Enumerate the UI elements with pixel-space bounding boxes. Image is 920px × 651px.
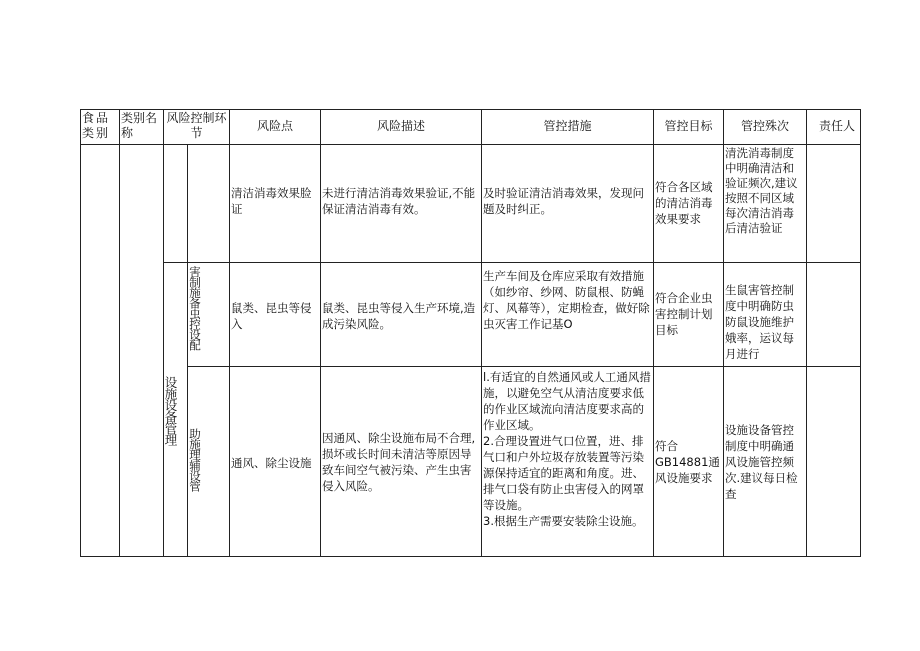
header-bottom-line (80, 144, 861, 145)
section-name: 设施设备管理 (163, 376, 178, 445)
header-control-freq: 管控殊次 (740, 119, 789, 133)
row1-bottom-line (163, 262, 861, 263)
row3-risk-point: 通风、除尘设施 (231, 456, 312, 470)
row2-goal: 符合企业虫害控制计划目标 (655, 291, 713, 337)
col-line-0 (80, 109, 81, 557)
row3-risk-desc: 因通风、除尘设施布局不合理,损坏或长时间未清洁等原因导致车间空气被污染、产生虫害侵入风险。 (322, 431, 476, 493)
col-line-3 (187, 144, 188, 557)
col-line-9 (806, 109, 807, 557)
table-border-top (80, 109, 861, 110)
row3-measure-1: l.有适宜的自然通风或人工通风措施，以避免空气从清洁度要求低的作业区域流向清洁度要求高的作业区域。 (483, 370, 651, 432)
col-line-2 (163, 109, 164, 557)
row2-bottom-line (187, 366, 861, 367)
row3-measure-3: 3.根据生产需要安装除尘设施。 (483, 514, 644, 528)
col-line-10 (860, 109, 861, 557)
header-responsible: 责任人 (818, 119, 855, 133)
col-line-1 (119, 109, 120, 557)
row2-freq: 生鼠害管控制度中明确防虫防鼠设施维护娥率，运议每月进行 (725, 283, 794, 361)
row1-goal: 符合各区域的清洁消毒效果要求 (655, 180, 713, 226)
header-risk-desc: 风险描述 (376, 119, 425, 133)
col-line-6 (481, 109, 482, 557)
table-border-bottom (80, 556, 861, 557)
row2-sub-link: 害制施备虫控设配 (188, 266, 202, 350)
col-line-5 (320, 109, 321, 557)
row3-measures (483, 369, 651, 529)
row1-risk-desc: 未进行清洁消毒效果验证,不能保证清洁消毒有效。 (322, 186, 476, 216)
row1-freq: 清洗消毒制度中明确清洁和验证频次,建议按照不同区域每次清洁消毒后清洁验证 (725, 146, 798, 235)
row3-goal: 符合GB14881通风设施要求 (655, 439, 720, 485)
header-control-link: 风险控制环节 (166, 111, 227, 140)
header-category-name: 类别名称 (121, 111, 158, 140)
header-control-measures: 管控措施 (543, 119, 592, 133)
col-line-7 (653, 109, 654, 557)
row3-measure-2: 2.合理设置进气口位置，进、排气口和户外垃圾存放装置等污染源保持适宜的距离和角度。进、排气口袋有防止虫害侵入的网罩等设施。 (483, 434, 644, 512)
header-food-category: 食品类别 (82, 111, 110, 140)
header-control-goal: 管控目标 (664, 119, 713, 133)
col-line-8 (723, 109, 724, 557)
row2-measures: 生产车间及仓库应采取有效措施（如纱帘、纱网、防鼠根、防蝇灯、风幕等），定期检查，做好除虫灭害工作记基O (483, 269, 650, 331)
header-risk-point: 风险点 (256, 119, 293, 133)
row2-risk-point: 鼠类、昆虫等侵入 (231, 301, 312, 331)
row1-risk-point: 清洁消毒效果脸证 (231, 186, 312, 216)
row2-risk-desc: 鼠类、昆虫等侵入生产环境,造成污染风险。 (322, 301, 476, 331)
col-line-4 (229, 109, 230, 557)
row3-freq: 设施设备管控制度中明确通风设施管控频次.建议每日检查 (725, 423, 798, 501)
row3-sub-link: 助施理辅设管 (188, 428, 202, 491)
row1-measures: 及时验证清洁消毒效果，发现问题及时纠正。 (483, 186, 644, 216)
